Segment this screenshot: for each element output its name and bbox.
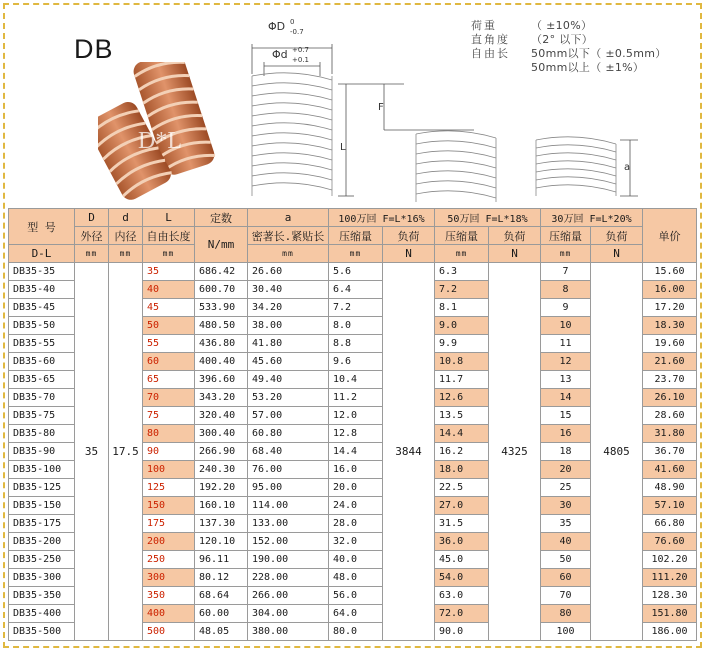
cell-free-length: 250 xyxy=(143,551,195,569)
cell-model: DB35-250 xyxy=(9,551,75,569)
cell-spring-constant: 300.40 xyxy=(195,425,248,443)
cell-compress-2: 90.0 xyxy=(435,623,489,641)
cell-free-length: 400 xyxy=(143,605,195,623)
cell-price: 16.00 xyxy=(643,281,697,299)
cell-price: 57.10 xyxy=(643,497,697,515)
cell-solid-length: 60.80 xyxy=(248,425,329,443)
header-group-50: 50万回 F=L*18% xyxy=(435,209,541,227)
cell-price: 102.20 xyxy=(643,551,697,569)
cell-solid-length: 68.40 xyxy=(248,443,329,461)
dim-inner-tol-top: +0.7 xyxy=(292,46,309,54)
header-d: d xyxy=(109,209,143,227)
unit-n: N xyxy=(591,245,643,263)
cell-price: 36.70 xyxy=(643,443,697,461)
dim-inner-label: Φd xyxy=(272,48,288,61)
cell-compress-3: 8 xyxy=(541,281,591,299)
cell-solid-length: 114.00 xyxy=(248,497,329,515)
cell-price: 76.60 xyxy=(643,533,697,551)
cell-compress-2: 63.0 xyxy=(435,587,489,605)
cell-model: DB35-200 xyxy=(9,533,75,551)
cell-compress-3: 15 xyxy=(541,407,591,425)
cell-free-length: 70 xyxy=(143,389,195,407)
unit-mm: mm xyxy=(435,245,489,263)
cell-free-length: 500 xyxy=(143,623,195,641)
cell-model: DB35-125 xyxy=(9,479,75,497)
cell-compress-2: 16.2 xyxy=(435,443,489,461)
header-load-1: 负荷 xyxy=(383,227,435,245)
dim-a-label: a xyxy=(624,162,631,173)
cell-solid-length: 76.00 xyxy=(248,461,329,479)
cell-compress-1: 32.0 xyxy=(329,533,383,551)
cell-compress-3: 25 xyxy=(541,479,591,497)
cell-compress-1: 24.0 xyxy=(329,497,383,515)
cell-spring-constant: 68.64 xyxy=(195,587,248,605)
cell-free-length: 300 xyxy=(143,569,195,587)
dim-l-label: L xyxy=(340,142,346,153)
unit-mm: mm xyxy=(75,245,109,263)
unit-n: N xyxy=(489,245,541,263)
cell-free-length: 40 xyxy=(143,281,195,299)
header-D: D xyxy=(75,209,109,227)
cell-free-length: 75 xyxy=(143,407,195,425)
header-a: a xyxy=(248,209,329,227)
spec-row: 直角度 （2° 以下） xyxy=(471,33,594,46)
cell-free-length: 200 xyxy=(143,533,195,551)
cell-compress-3: 7 xyxy=(541,263,591,281)
spec-row: 自由长 50mm以下（ ±0.5mm） xyxy=(471,47,667,60)
cell-solid-length: 304.00 xyxy=(248,605,329,623)
cell-compress-1: 80.0 xyxy=(329,623,383,641)
cell-compress-2: 72.0 xyxy=(435,605,489,623)
cell-spring-constant: 343.20 xyxy=(195,389,248,407)
cell-price: 19.60 xyxy=(643,335,697,353)
cell-price: 21.60 xyxy=(643,353,697,371)
cell-price: 41.60 xyxy=(643,461,697,479)
cell-compress-2: 9.0 xyxy=(435,317,489,335)
cell-price: 48.90 xyxy=(643,479,697,497)
cell-compress-1: 7.2 xyxy=(329,299,383,317)
cell-compress-2: 12.6 xyxy=(435,389,489,407)
cell-model: DB35-75 xyxy=(9,407,75,425)
table-row xyxy=(9,263,697,281)
cell-free-length: 55 xyxy=(143,335,195,353)
spring-photo xyxy=(98,62,218,202)
cell-solid-length: 49.40 xyxy=(248,371,329,389)
cell-compress-1: 40.0 xyxy=(329,551,383,569)
cell-solid-length: 41.80 xyxy=(248,335,329,353)
cell-compress-3: 70 xyxy=(541,587,591,605)
cell-model: DB35-80 xyxy=(9,425,75,443)
cell-solid-length: 152.00 xyxy=(248,533,329,551)
spec-row: 荷重 （ ±10%） xyxy=(471,19,593,32)
cell-price: 28.60 xyxy=(643,407,697,425)
cell-model: DB35-150 xyxy=(9,497,75,515)
cell-spring-constant: 96.11 xyxy=(195,551,248,569)
cell-price: 31.80 xyxy=(643,425,697,443)
cell-compress-1: 12.0 xyxy=(329,407,383,425)
header-const: 定数 xyxy=(195,209,248,227)
cell-outer-diameter: 35 xyxy=(75,263,109,641)
cell-model: DB35-70 xyxy=(9,389,75,407)
cell-compress-3: 35 xyxy=(541,515,591,533)
cell-compress-3: 12 xyxy=(541,353,591,371)
cell-solid-length: 38.00 xyxy=(248,317,329,335)
cell-spring-constant: 600.70 xyxy=(195,281,248,299)
cell-compress-1: 9.6 xyxy=(329,353,383,371)
cell-compress-2: 7.2 xyxy=(435,281,489,299)
cell-load-3: 4805 xyxy=(591,263,643,641)
cell-spring-constant: 533.90 xyxy=(195,299,248,317)
cell-free-length: 60 xyxy=(143,353,195,371)
dim-outer-label: ΦD xyxy=(268,20,286,33)
header-group-30: 30万回 F=L*20% xyxy=(541,209,643,227)
cell-spring-constant: 480.50 xyxy=(195,317,248,335)
cell-price: 26.10 xyxy=(643,389,697,407)
cell-spring-constant: 396.60 xyxy=(195,371,248,389)
cell-model: DB35-100 xyxy=(9,461,75,479)
cell-spring-constant: 48.05 xyxy=(195,623,248,641)
cell-model: DB35-500 xyxy=(9,623,75,641)
header-dl: D-L xyxy=(9,245,75,263)
cell-compress-2: 45.0 xyxy=(435,551,489,569)
cell-free-length: 100 xyxy=(143,461,195,479)
cell-model: DB35-50 xyxy=(9,317,75,335)
header-const-unit: N/mm xyxy=(195,227,248,263)
cell-compress-1: 16.0 xyxy=(329,461,383,479)
cell-price: 17.20 xyxy=(643,299,697,317)
cell-compress-2: 13.5 xyxy=(435,407,489,425)
header-load-2: 负荷 xyxy=(489,227,541,245)
cell-compress-2: 31.5 xyxy=(435,515,489,533)
header-outer: 外径 xyxy=(75,227,109,245)
cell-compress-3: 50 xyxy=(541,551,591,569)
header-compress-1: 压缩量 xyxy=(329,227,383,245)
cell-compress-3: 16 xyxy=(541,425,591,443)
cell-spring-constant: 60.00 xyxy=(195,605,248,623)
cell-model: DB35-400 xyxy=(9,605,75,623)
cell-model: DB35-35 xyxy=(9,263,75,281)
cell-model: DB35-175 xyxy=(9,515,75,533)
cell-compress-1: 5.6 xyxy=(329,263,383,281)
cell-spring-constant: 160.10 xyxy=(195,497,248,515)
cell-spring-constant: 266.90 xyxy=(195,443,248,461)
cell-compress-2: 9.9 xyxy=(435,335,489,353)
cell-compress-1: 12.8 xyxy=(329,425,383,443)
cell-free-length: 45 xyxy=(143,299,195,317)
cell-free-length: 150 xyxy=(143,497,195,515)
spring-spec-table xyxy=(8,208,697,641)
cell-compress-2: 11.7 xyxy=(435,371,489,389)
cell-price: 23.70 xyxy=(643,371,697,389)
cell-compress-1: 14.4 xyxy=(329,443,383,461)
cell-spring-constant: 436.80 xyxy=(195,335,248,353)
cell-solid-length: 57.00 xyxy=(248,407,329,425)
cell-compress-3: 40 xyxy=(541,533,591,551)
cell-solid-length: 26.60 xyxy=(248,263,329,281)
unit-mm: mm xyxy=(109,245,143,263)
cell-free-length: 350 xyxy=(143,587,195,605)
cell-compress-3: 30 xyxy=(541,497,591,515)
cell-free-length: 65 xyxy=(143,371,195,389)
cell-solid-length: 380.00 xyxy=(248,623,329,641)
cell-price: 18.30 xyxy=(643,317,697,335)
header-L: L xyxy=(143,209,195,227)
cell-compress-1: 6.4 xyxy=(329,281,383,299)
cell-free-length: 50 xyxy=(143,317,195,335)
cell-spring-constant: 192.20 xyxy=(195,479,248,497)
header-solid-length: 密著长.紧贴长 xyxy=(248,227,329,245)
cell-price: 15.60 xyxy=(643,263,697,281)
cell-compress-1: 8.0 xyxy=(329,317,383,335)
cell-solid-length: 30.40 xyxy=(248,281,329,299)
header-load-3: 负荷 xyxy=(591,227,643,245)
brand-label: DB xyxy=(74,34,114,64)
cell-compress-3: 60 xyxy=(541,569,591,587)
cell-solid-length: 266.00 xyxy=(248,587,329,605)
cell-compress-1: 48.0 xyxy=(329,569,383,587)
cell-compress-3: 100 xyxy=(541,623,591,641)
cell-compress-1: 8.8 xyxy=(329,335,383,353)
cell-compress-2: 36.0 xyxy=(435,533,489,551)
cell-spring-constant: 240.30 xyxy=(195,461,248,479)
cell-inner-diameter: 17.5 xyxy=(109,263,143,641)
unit-n: N xyxy=(383,245,435,263)
cell-price: 111.20 xyxy=(643,569,697,587)
cell-solid-length: 53.20 xyxy=(248,389,329,407)
cell-solid-length: 45.60 xyxy=(248,353,329,371)
spec-row: 50mm以上（ ±1%） xyxy=(531,61,645,74)
cell-model: DB35-90 xyxy=(9,443,75,461)
header-free-length: 自由长度 xyxy=(143,227,195,245)
cell-compress-2: 14.4 xyxy=(435,425,489,443)
cell-compress-3: 18 xyxy=(541,443,591,461)
cell-compress-1: 56.0 xyxy=(329,587,383,605)
header-model: 型 号 xyxy=(9,209,75,245)
dim-f-label: F xyxy=(378,102,384,113)
cell-free-length: 80 xyxy=(143,425,195,443)
cell-price: 151.80 xyxy=(643,605,697,623)
header-group-100: 100万回 F=L*16% xyxy=(329,209,435,227)
unit-mm: mm xyxy=(248,245,329,263)
cell-compress-1: 64.0 xyxy=(329,605,383,623)
cell-free-length: 35 xyxy=(143,263,195,281)
header-price: 单价 xyxy=(643,209,697,263)
cell-model: DB35-40 xyxy=(9,281,75,299)
cell-model: DB35-55 xyxy=(9,335,75,353)
cell-solid-length: 95.00 xyxy=(248,479,329,497)
cell-solid-length: 228.00 xyxy=(248,569,329,587)
cell-compress-2: 18.0 xyxy=(435,461,489,479)
cell-compress-3: 9 xyxy=(541,299,591,317)
cell-price: 128.30 xyxy=(643,587,697,605)
cell-free-length: 90 xyxy=(143,443,195,461)
cell-compress-1: 11.2 xyxy=(329,389,383,407)
cell-model: DB35-45 xyxy=(9,299,75,317)
cell-spring-constant: 80.12 xyxy=(195,569,248,587)
cell-model: DB35-350 xyxy=(9,587,75,605)
cell-compress-2: 8.1 xyxy=(435,299,489,317)
cell-compress-3: 11 xyxy=(541,335,591,353)
cell-compress-2: 10.8 xyxy=(435,353,489,371)
watermark-text: D*L xyxy=(138,128,182,154)
cell-compress-1: 28.0 xyxy=(329,515,383,533)
cell-compress-3: 80 xyxy=(541,605,591,623)
unit-mm: mm xyxy=(329,245,383,263)
cell-spring-constant: 120.10 xyxy=(195,533,248,551)
dim-outer-tol-bottom: -0.7 xyxy=(290,28,304,36)
header-inner: 内径 xyxy=(109,227,143,245)
cell-free-length: 175 xyxy=(143,515,195,533)
unit-mm: mm xyxy=(143,245,195,263)
cell-compress-2: 54.0 xyxy=(435,569,489,587)
cell-load-2: 4325 xyxy=(489,263,541,641)
cell-compress-3: 13 xyxy=(541,371,591,389)
cell-spring-constant: 320.40 xyxy=(195,407,248,425)
cell-spring-constant: 400.40 xyxy=(195,353,248,371)
cell-compress-2: 27.0 xyxy=(435,497,489,515)
cell-price: 186.00 xyxy=(643,623,697,641)
cell-compress-3: 20 xyxy=(541,461,591,479)
cell-solid-length: 133.00 xyxy=(248,515,329,533)
header-compress-2: 压缩量 xyxy=(435,227,489,245)
cell-spring-constant: 686.42 xyxy=(195,263,248,281)
cell-load-1: 3844 xyxy=(383,263,435,641)
cell-spring-constant: 137.30 xyxy=(195,515,248,533)
spec-notes xyxy=(471,19,667,75)
cell-solid-length: 34.20 xyxy=(248,299,329,317)
cell-compress-1: 20.0 xyxy=(329,479,383,497)
cell-model: DB35-60 xyxy=(9,353,75,371)
header-section xyxy=(6,6,698,208)
cell-price: 66.80 xyxy=(643,515,697,533)
cell-solid-length: 190.00 xyxy=(248,551,329,569)
dim-inner-tol-bottom: +0.1 xyxy=(292,56,309,64)
unit-mm: mm xyxy=(541,245,591,263)
cell-compress-2: 22.5 xyxy=(435,479,489,497)
cell-compress-2: 6.3 xyxy=(435,263,489,281)
cell-free-length: 125 xyxy=(143,479,195,497)
cell-model: DB35-65 xyxy=(9,371,75,389)
cell-compress-1: 10.4 xyxy=(329,371,383,389)
cell-model: DB35-300 xyxy=(9,569,75,587)
dim-outer-tol-top: 0 xyxy=(290,18,295,26)
header-compress-3: 压缩量 xyxy=(541,227,591,245)
cell-compress-3: 10 xyxy=(541,317,591,335)
cell-compress-3: 14 xyxy=(541,389,591,407)
